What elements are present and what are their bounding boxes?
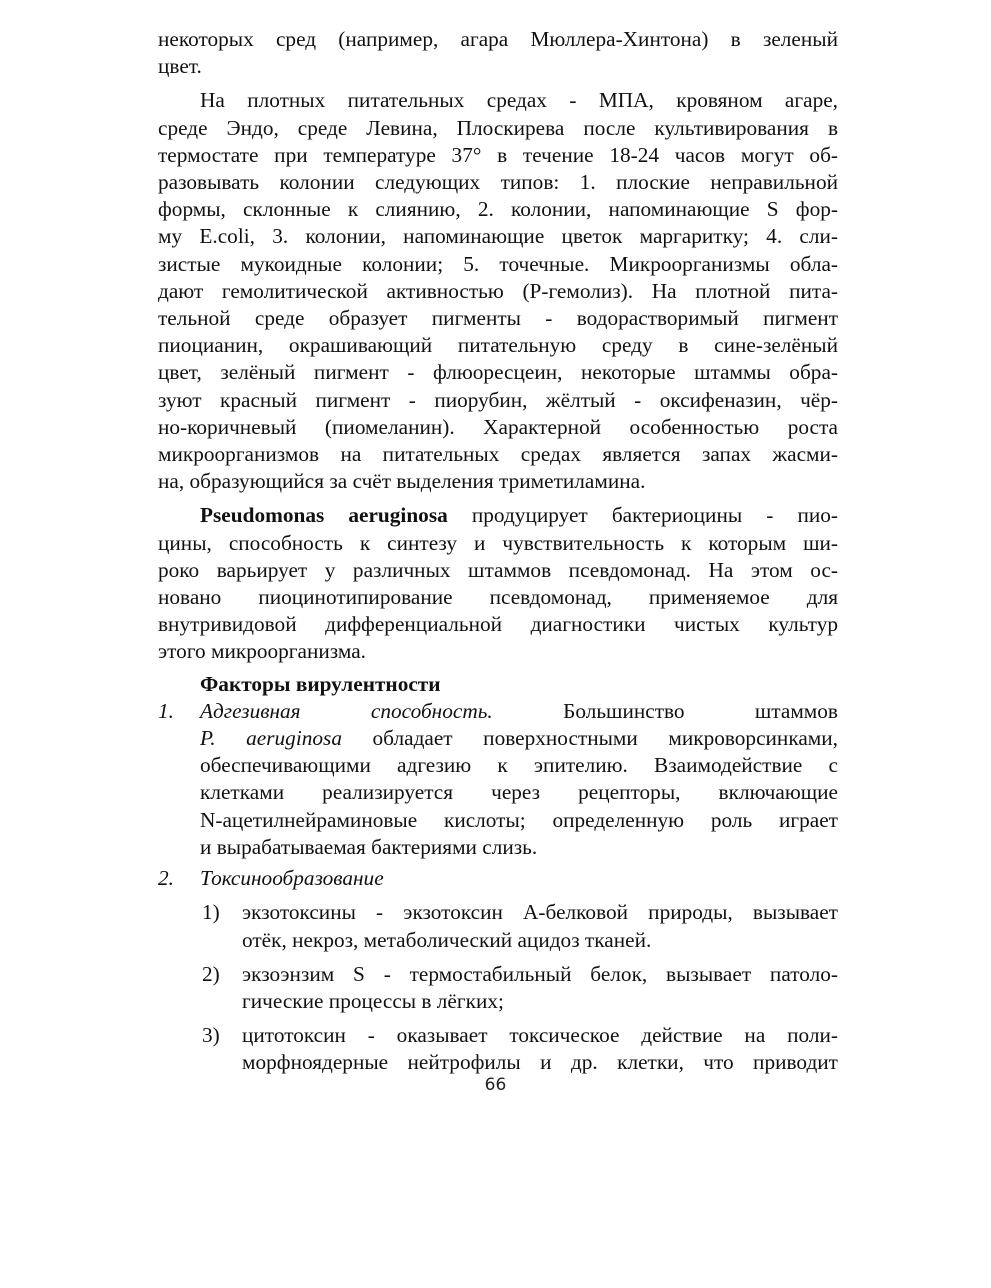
text-fragment: обладает поверхностными микроворсинками, [341, 726, 839, 751]
text-line: обеспечивающими адгезию к эпителию. Взаимодействие с [200, 753, 838, 778]
text-line: отёк, некроз, метаболический ацидоз тканей. [242, 927, 652, 952]
page-number: 66 [484, 1075, 507, 1095]
title-dot: . [487, 698, 493, 723]
text-line: дают гемолитической активностью (Р-гемолиз). На плотной пита- [158, 278, 838, 303]
text-line [158, 502, 838, 529]
text-line: микроорганизмов на питательных средах является запах жасми- [158, 442, 838, 467]
text-line: внутривидовой дифференциальной диагностики чистых культур [158, 612, 838, 637]
text-line: пиоцианин, окрашивающий питательную среду в сине-зелёный [158, 333, 838, 358]
text-line: некоторых сред (например, агара Мюллера-Хинтона) в зеленый [158, 27, 838, 51]
section-heading: Факторы вирулентности [200, 671, 441, 696]
text-line: термостате при температуре 37° в течение 18-24 часов могут об- [158, 142, 838, 167]
list-item-title [200, 699, 493, 723]
text-line: N-ацетилнейраминовые кислоты; определенную роль играет [200, 807, 838, 832]
text-line: зистые мукоидные колонии; 5. точечные. Микроорганизмы обла- [158, 251, 838, 276]
sublist-item-exotoxins [158, 899, 838, 953]
list-item-toxins [158, 865, 838, 892]
list-number: 1. [158, 698, 174, 723]
text-line: гические процессы в лёгких; [242, 988, 504, 1013]
text-line: тельной среде образует пигменты - водорастворимый пигмент [158, 306, 838, 331]
text-line: му E.coli, 3. колонии, напоминающие цветок маргаритку; 4. сли- [158, 224, 838, 249]
text-line: На плотных питательных средах - МПА, кровяном агаре, [200, 88, 838, 113]
text-line: экзоэнзим S - термостабильный белок, вызывает патоло- [242, 961, 838, 986]
text-line: формы, склонные к слиянию, 2. колонии, напоминающие S фор- [158, 197, 838, 222]
text-line: морфноядерные нейтрофилы и др. клетки, что приводит [242, 1050, 838, 1075]
text-line: цитотоксин - оказывает токсическое действие на поли- [242, 1023, 838, 1048]
paragraph-bacteriocins [158, 502, 838, 665]
list-item-title: Токсинообразование [200, 866, 384, 891]
text-line: экзотоксины - экзотоксин А-белковой природы, вызывает [242, 900, 838, 925]
paragraph-continuation [158, 26, 838, 80]
text-line: этого микроорганизма. [158, 639, 367, 664]
text-line: но-коричневый (пиомеланин). Характерной особенностью роста [158, 414, 838, 439]
text-line: среде Эндо, среде Левина, Плоскирева после культивирования в [158, 115, 838, 140]
species-name-italic: P. aeruginosa [200, 726, 342, 751]
document-page [158, 26, 838, 1077]
text-line: и вырабатываемая бактериями слизь. [200, 834, 538, 859]
text-line: цвет. [158, 54, 202, 79]
text-line [200, 698, 838, 725]
text-line [200, 725, 838, 752]
title-text: Адгезивная способность [200, 698, 488, 723]
text-fragment: продуцирует бактериоцины - пио- [447, 503, 838, 528]
text-line: новано пиоцинотипирование псевдомонад, применяемое для [158, 585, 838, 610]
text-line: клетками реализируется через рецепторы, включающие [200, 780, 838, 805]
text-line: разовывать колонии следующих типов: 1. плоские неправильной [158, 170, 838, 195]
list-number: 2. [158, 866, 174, 891]
species-name-bold: Pseudomonas aeruginosa [200, 503, 448, 528]
text-line: цвет, зелёный пигмент - флюоресцеин, некоторые штаммы обра- [158, 360, 838, 385]
text-line: цины, способность к синтезу и чувствительность к которым ши- [158, 530, 838, 555]
text-line: на, образующийся за счёт выделения триметиламина. [158, 469, 646, 494]
text-line: роко варьирует у различных штаммов псевдомонад. На этом ос- [158, 557, 838, 582]
list-item-adhesion [158, 698, 838, 861]
text-line: зуют красный пигмент - пиорубин, жёлтый - оксифеназин, чёр- [158, 387, 838, 412]
sublist-item-exoenzyme [158, 961, 838, 1015]
paragraph-culture-growth [158, 87, 838, 495]
sublist-number: 3) [202, 1023, 220, 1048]
sublist-number: 2) [202, 961, 220, 986]
sublist-number: 1) [202, 900, 220, 925]
text-fragment: Большинство штаммов [563, 698, 838, 723]
sublist-item-cytotoxin [158, 1022, 838, 1076]
